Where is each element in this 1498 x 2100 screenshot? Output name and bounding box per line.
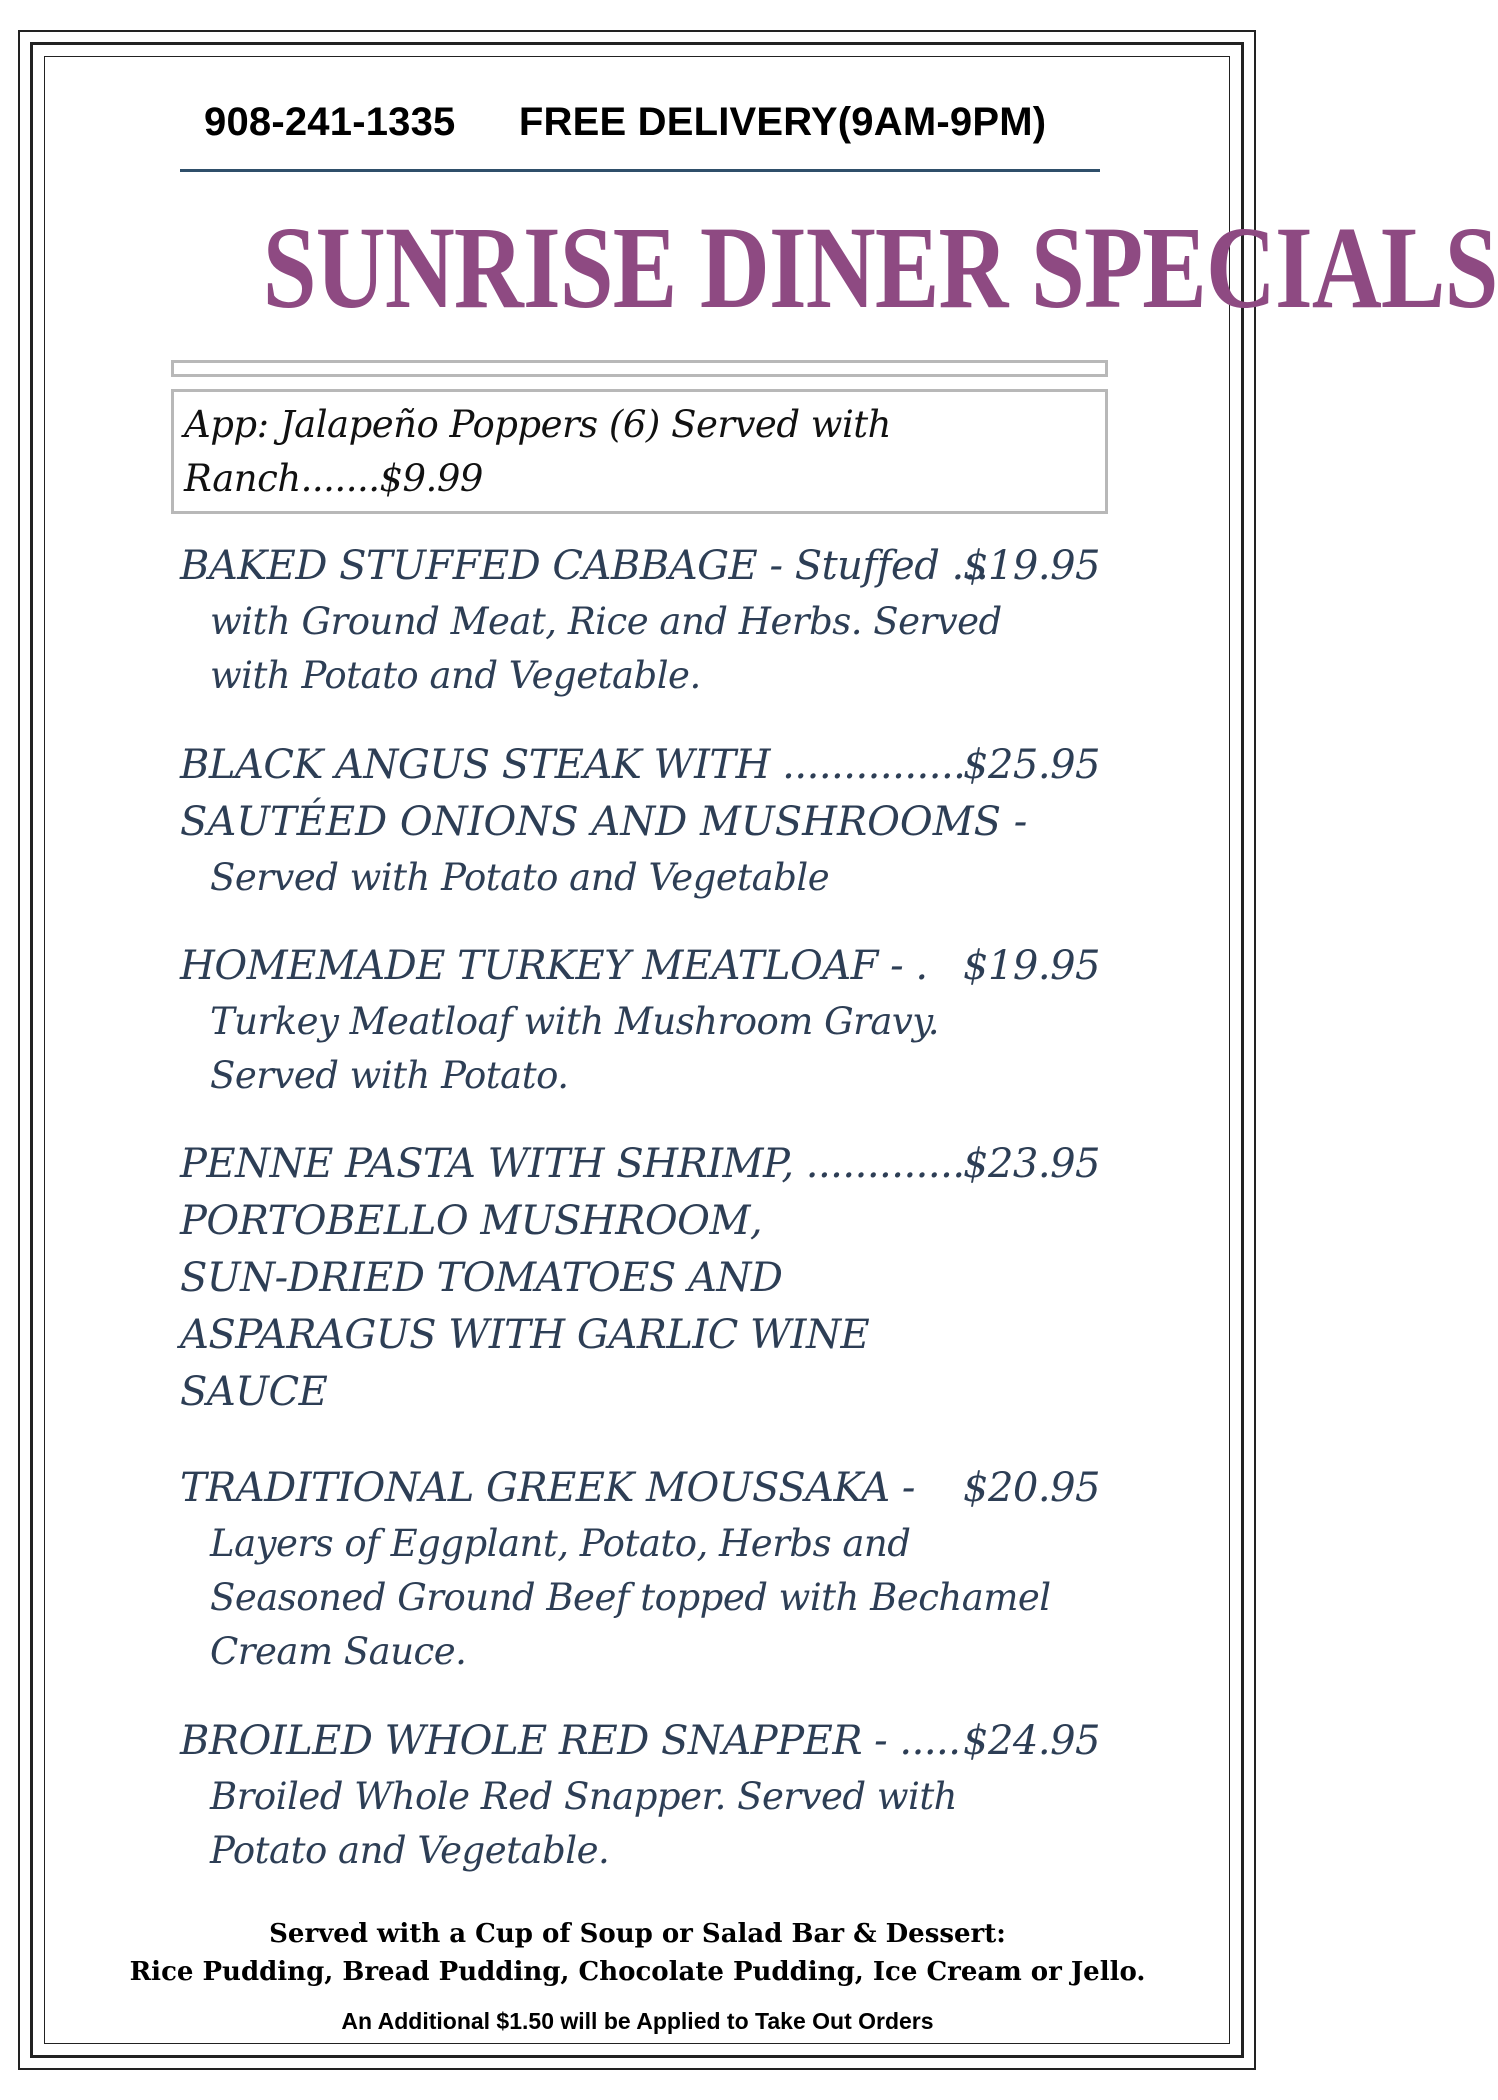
item-description-line: Served with Potato. xyxy=(210,1054,569,1097)
served-line-1: Served with a Cup of Soup or Salad Bar & Dessert: xyxy=(269,1919,1006,1949)
menu-item-greek-moussaka xyxy=(180,1460,1100,1679)
item-description-line: with Potato and Vegetable. xyxy=(210,654,701,697)
served-with-note xyxy=(100,1915,1175,1991)
item-price: $23.95 xyxy=(963,1141,1100,1187)
item-title-line: SAUCE xyxy=(180,1369,328,1415)
item-title: HOMEMADE TURKEY MEATLOAF - . xyxy=(180,943,928,989)
menu-item-turkey-meatloaf xyxy=(180,938,1100,1103)
item-title-line: ASPARAGUS WITH GARLIC WINE xyxy=(180,1312,870,1358)
item-title-line: SAUTÉED ONIONS AND MUSHROOMS - xyxy=(180,799,1028,845)
served-line-2: Rice Pudding, Bread Pudding, Chocolate Pudding, Ice Cream or Jello. xyxy=(129,1957,1146,1987)
menu-item-angus-steak xyxy=(180,737,1100,905)
page-title: SUNRISE DINER SPECIALS xyxy=(262,202,1498,333)
item-price: $19.95 xyxy=(963,943,1100,989)
item-description-line: Potato and Vegetable. xyxy=(210,1829,610,1872)
appetizer-line-1: App: Jalapeño Poppers (6) Served with xyxy=(184,403,891,446)
item-price: $20.95 xyxy=(963,1465,1100,1511)
item-title: PENNE PASTA WITH SHRIMP, ............. xyxy=(180,1141,965,1187)
item-price: $19.95 xyxy=(963,543,1100,589)
item-title-line: PORTOBELLO MUSHROOM, xyxy=(180,1198,763,1244)
takeout-surcharge-note: An Additional $1.50 will be Applied to Take Out Orders xyxy=(341,2008,934,2034)
item-description-line: Turkey Meatloaf with Mushroom Gravy. xyxy=(210,1000,940,1043)
menu-item-red-snapper xyxy=(180,1713,1100,1878)
item-description-line: Served with Potato and Vegetable xyxy=(210,856,830,899)
header xyxy=(176,100,1136,145)
item-description-line: Seasoned Ground Beef topped with Bechamel xyxy=(210,1576,1051,1619)
item-title: BAKED STUFFED CABBAGE - Stuffed ... xyxy=(180,543,989,589)
menu-item-stuffed-cabbage xyxy=(180,538,1100,703)
item-description-line: Layers of Eggplant, Potato, Herbs and xyxy=(210,1522,911,1565)
appetizer-line-2: Ranch.......$9.99 xyxy=(184,457,483,500)
item-description-line: Cream Sauce. xyxy=(210,1630,467,1673)
item-title: BROILED WHOLE RED SNAPPER - ..... xyxy=(180,1718,961,1764)
title-underline-box xyxy=(171,360,1108,377)
item-description-line: with Ground Meat, Rice and Herbs. Served xyxy=(210,600,1002,643)
item-description-line: Broiled Whole Red Snapper. Served with xyxy=(210,1775,958,1818)
item-price: $24.95 xyxy=(963,1718,1100,1764)
phone-number: 908-241-1335 xyxy=(204,100,456,144)
item-title: TRADITIONAL GREEK MOUSSAKA - xyxy=(180,1465,915,1511)
appetizer-box xyxy=(171,389,1108,514)
item-title: BLACK ANGUS STEAK WITH ............... xyxy=(180,742,966,788)
header-divider xyxy=(180,169,1100,172)
menu-item-penne-pasta xyxy=(180,1136,1100,1421)
item-title-line: SUN-DRIED TOMATOES AND xyxy=(180,1255,783,1301)
item-price: $25.95 xyxy=(963,742,1100,788)
delivery-hours: FREE DELIVERY(9AM-9PM) xyxy=(518,100,1047,144)
